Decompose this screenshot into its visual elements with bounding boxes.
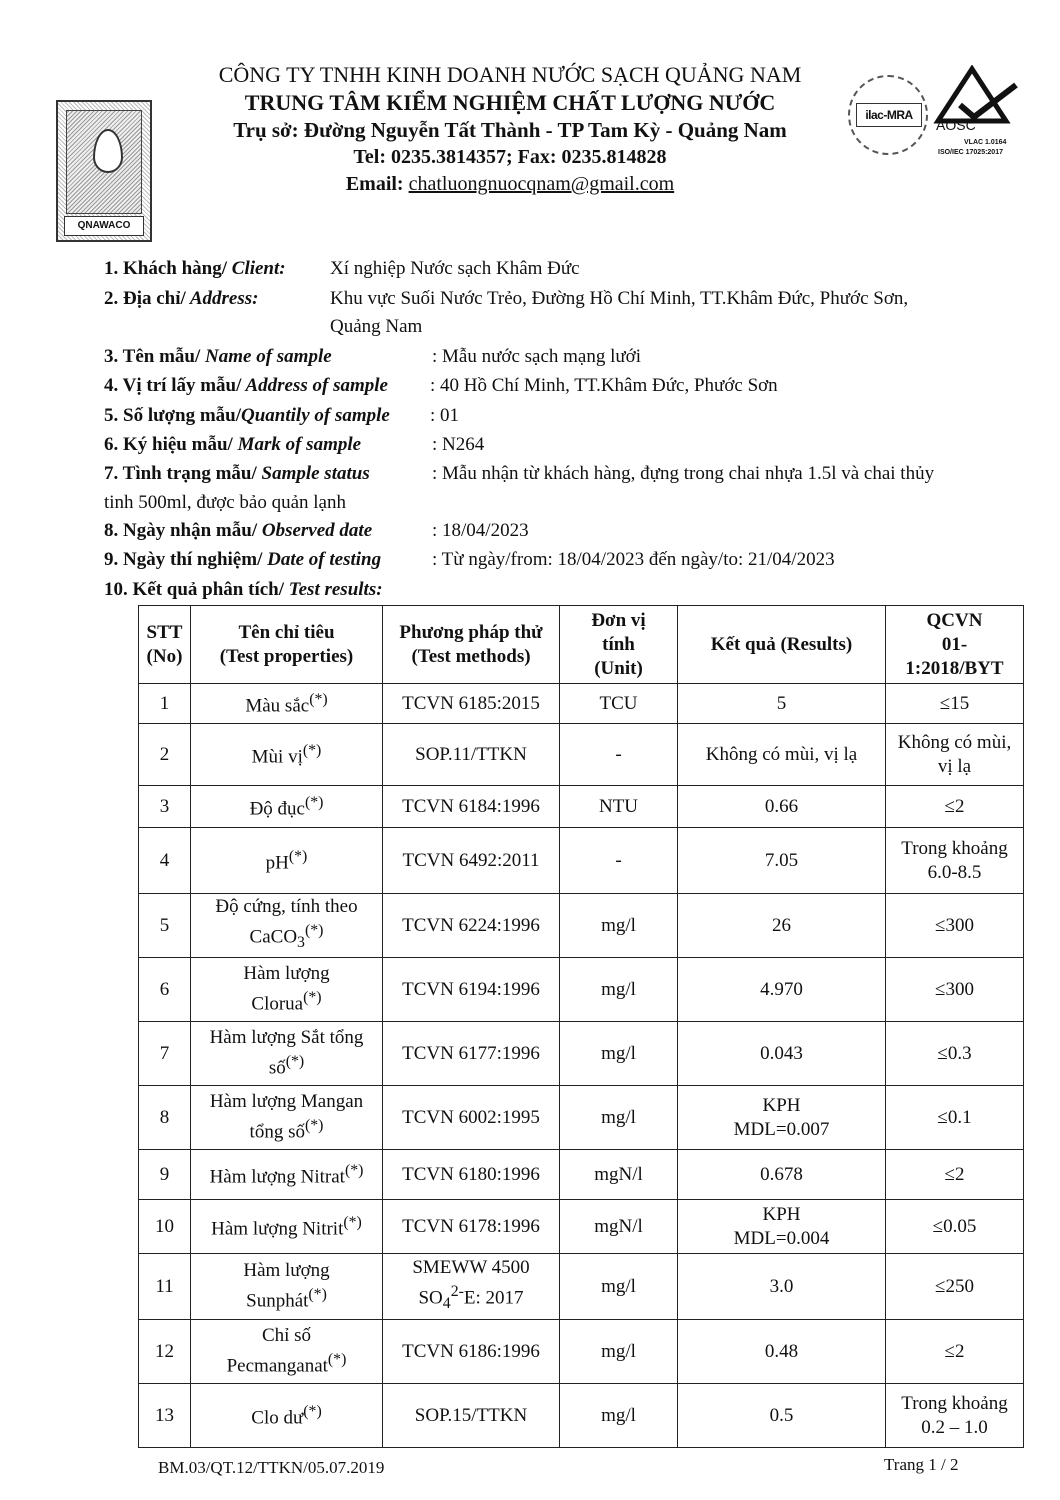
form-code: BM.03/QT.12/TTKN/05.07.2019 — [158, 1458, 385, 1477]
cell-result — [678, 958, 886, 1022]
cell-standard-limit-text: ≤15 — [939, 692, 970, 714]
cell-test-property-text: Clorua(*) — [251, 989, 322, 1015]
cell-test-property-text: Sunphát(*) — [246, 1286, 327, 1312]
cell-result-text: 5 — [776, 692, 787, 714]
cell-result — [678, 1022, 886, 1086]
cell-result — [678, 724, 886, 786]
cell-unit-text: mgN/l — [594, 1215, 643, 1237]
header-stt-line: STT — [146, 621, 183, 643]
cell-no-text: 12 — [155, 1340, 174, 1362]
cell-test-property-text: CaCO$_3$(*) — [249, 922, 324, 952]
cell-test-property — [191, 1384, 383, 1448]
quantity-row — [104, 405, 460, 427]
cell-test-property-text: Hàm lượng Nitrat(*) — [209, 1162, 364, 1188]
cell-unit — [560, 958, 678, 1022]
cell-standard-limit — [886, 958, 1024, 1022]
cell-unit — [560, 1320, 678, 1384]
cell-test-method — [383, 1254, 560, 1320]
cell-test-property-text: Độ đục(*) — [249, 794, 324, 820]
cell-test-property-text: Chỉ số — [261, 1325, 312, 1347]
cell-test-method-text: $SO_4^{2-}E$: 2017 — [418, 1283, 524, 1313]
testing-row — [104, 549, 835, 571]
cell-result-text: 0.043 — [760, 1042, 803, 1064]
cell-unit — [560, 828, 678, 894]
table-row — [139, 684, 1024, 724]
aosc-text: AOSC — [936, 117, 976, 133]
cell-test-property-text: Hàm lượng — [243, 1260, 330, 1282]
results-heading-row — [104, 579, 383, 601]
results-table-head — [139, 606, 1024, 684]
cell-test-property-text: Hàm lượng Mangan — [209, 1091, 364, 1113]
cell-test-method — [383, 1086, 560, 1150]
cell-test-method-text: SMEWW 4500 — [412, 1257, 530, 1279]
email-link[interactable]: chatluongnuocqnam@gmail.com — [408, 173, 675, 195]
results-table — [138, 605, 1024, 1448]
cell-test-property — [191, 1320, 383, 1384]
ilac-mra-text: ilac-MRA — [856, 103, 922, 127]
cell-standard-limit-text: Trong khoảng — [901, 837, 1008, 859]
cell-test-method-text: TCVN 6184:1996 — [402, 795, 540, 817]
cell-standard-limit — [886, 1320, 1024, 1384]
cell-standard-limit — [886, 724, 1024, 786]
header-test-properties-line: Tên chỉ tiêu — [238, 621, 335, 643]
cell-result — [678, 1384, 886, 1448]
cell-test-method-text: TCVN 6224:1996 — [402, 914, 540, 936]
client-row — [104, 258, 580, 280]
header-standard-line: 1:2018/BYT — [905, 657, 1004, 679]
status-label: 7. Tình trạng mẫu/ Sample status — [104, 463, 370, 484]
cell-unit-text: mg/l — [601, 1106, 636, 1128]
testing-value: : Từ ngày/from: 18/04/2023 đến ngày/to: 21/04/2023 — [432, 549, 835, 570]
cell-standard-limit — [886, 1384, 1024, 1448]
cell-unit — [560, 1384, 678, 1448]
sample-location-value: : 40 Hồ Chí Minh, TT.Khâm Đức, Phước Sơn — [430, 375, 778, 396]
mark-value: : N264 — [432, 434, 485, 455]
cell-test-property-text: pH(*) — [265, 848, 308, 874]
cell-no — [139, 1200, 191, 1254]
cell-unit-text: mgN/l — [594, 1163, 643, 1185]
cell-no-text: 11 — [155, 1275, 174, 1297]
header-test-methods — [383, 606, 560, 684]
observed-label: 8. Ngày nhận mẫu/ Observed date — [104, 520, 373, 541]
logo-caption: QNAWACO — [64, 216, 144, 236]
cell-result-text: 0.48 — [764, 1340, 799, 1362]
cell-no — [139, 1384, 191, 1448]
cell-no — [139, 828, 191, 894]
cell-standard-limit-text: vị lạ — [937, 755, 972, 777]
cell-no-text: 9 — [159, 1163, 170, 1185]
cell-no — [139, 1150, 191, 1200]
cell-result-text: Không có mùi, vị lạ — [705, 743, 858, 765]
cell-standard-limit-text: ≤0.3 — [937, 1042, 972, 1064]
cell-standard-limit-text: ≤0.05 — [932, 1215, 977, 1237]
cell-test-property-text: Độ cứng, tính theo — [215, 896, 358, 918]
cell-standard-limit-text: ≤2 — [944, 795, 965, 817]
cell-result — [678, 1320, 886, 1384]
cell-test-property-text: Hàm lượng Nitrit(*) — [211, 1214, 362, 1240]
email-label: Email: — [345, 173, 404, 195]
status-value-line1: : Mẫu nhận từ khách hàng, đựng trong chai nhựa 1.5l và chai thủy — [432, 463, 935, 484]
cell-unit — [560, 724, 678, 786]
cell-unit — [560, 1200, 678, 1254]
cell-result-text: 0.66 — [764, 795, 799, 817]
cell-test-property-text: Mùi vị(*) — [251, 742, 322, 768]
cell-no — [139, 958, 191, 1022]
cell-test-property-text: tổng số(*) — [249, 1117, 324, 1143]
cell-test-method — [383, 684, 560, 724]
aosc-logo — [930, 65, 1020, 165]
cell-test-property — [191, 684, 383, 724]
cell-no — [139, 1086, 191, 1150]
cell-unit-text: mg/l — [601, 1042, 636, 1064]
cell-standard-limit — [886, 1150, 1024, 1200]
cell-result — [678, 1150, 886, 1200]
cell-unit — [560, 1150, 678, 1200]
cell-test-method-text: SOP.15/TTKN — [414, 1404, 528, 1426]
cell-test-property — [191, 1254, 383, 1320]
cell-test-method-text: TCVN 6194:1996 — [402, 978, 540, 1000]
cell-no-text: 3 — [159, 795, 170, 817]
phone-fax: Tel: 0235.3814357; Fax: 0235.814828 — [353, 146, 667, 168]
cell-unit-text: NTU — [598, 795, 639, 817]
cell-test-method-text: TCVN 6492:2011 — [402, 849, 540, 871]
cell-no — [139, 1254, 191, 1320]
mark-row — [104, 434, 485, 456]
cell-unit-text: mg/l — [601, 1340, 636, 1362]
cell-no — [139, 1320, 191, 1384]
table-row — [139, 786, 1024, 828]
observed-row — [104, 520, 529, 542]
header-stt-line: (No) — [146, 645, 183, 667]
address-value-line2: Quảng Nam — [330, 316, 423, 337]
status-value-line2: tinh 500ml, được bảo quản lạnh — [104, 492, 346, 513]
cell-test-property — [191, 828, 383, 894]
cell-no-text: 7 — [159, 1042, 170, 1064]
cell-standard-limit-text: ≤2 — [944, 1163, 965, 1185]
cell-unit-text: TCU — [599, 692, 638, 714]
cell-standard-limit-text: 0.2 – 1.0 — [921, 1416, 988, 1438]
cell-standard-limit-text: ≤0.1 — [937, 1106, 972, 1128]
cell-result-text: KPH — [762, 1203, 801, 1225]
cell-standard-limit-text: Không có mùi, — [897, 731, 1012, 753]
header-test-methods-line: (Test methods) — [411, 645, 531, 667]
water-drop-icon — [93, 129, 123, 173]
cell-unit-text: - — [615, 849, 622, 871]
results-table-body — [139, 684, 1024, 1448]
table-row — [139, 1086, 1024, 1150]
table-row — [139, 1150, 1024, 1200]
aosc-triangle-icon — [930, 65, 1020, 125]
cell-result — [678, 1086, 886, 1150]
header-test-properties-line: (Test properties) — [219, 645, 354, 667]
cell-result — [678, 786, 886, 828]
cell-standard-limit — [886, 684, 1024, 724]
cell-result-text: 0.678 — [760, 1163, 803, 1185]
cell-unit — [560, 1086, 678, 1150]
cell-no-text: 5 — [159, 914, 170, 936]
header-unit-line: (Unit) — [594, 657, 643, 679]
cell-test-property — [191, 1200, 383, 1254]
cell-no-text: 10 — [155, 1215, 174, 1237]
cell-no — [139, 1022, 191, 1086]
cell-standard-limit-text: ≤250 — [935, 1275, 974, 1297]
cell-test-property — [191, 786, 383, 828]
table-row — [139, 1022, 1024, 1086]
vlac-text: VLAC 1.0164 — [964, 139, 1007, 146]
cell-test-method-text: TCVN 6177:1996 — [402, 1042, 540, 1064]
header-row — [139, 606, 1024, 684]
cell-test-method-text: TCVN 6186:1996 — [402, 1340, 540, 1362]
cell-test-method-text: TCVN 6002:1995 — [402, 1106, 540, 1128]
header-unit-line: tính — [602, 633, 635, 655]
header-standard — [886, 606, 1024, 684]
cell-test-property-text: Hàm lượng Sắt tổng — [209, 1027, 364, 1049]
cell-standard-limit — [886, 894, 1024, 958]
header-stt — [139, 606, 191, 684]
sample-name-value: : Mẫu nước sạch mạng lưới — [432, 346, 642, 367]
quantity-value: : 01 — [430, 405, 460, 426]
cell-standard-limit — [886, 1200, 1024, 1254]
client-label: 1. Khách hàng/ Client: — [104, 258, 286, 279]
table-row — [139, 1384, 1024, 1448]
cell-test-method-text: TCVN 6180:1996 — [402, 1163, 540, 1185]
cell-result — [678, 828, 886, 894]
cell-unit-text: mg/l — [601, 914, 636, 936]
cell-standard-limit — [886, 786, 1024, 828]
cell-result-text: KPH — [762, 1094, 801, 1116]
cell-test-property-text: Clo dư(*) — [251, 1403, 322, 1429]
address-row — [104, 288, 909, 337]
cell-test-property — [191, 724, 383, 786]
cell-standard-limit-text: ≤300 — [935, 914, 974, 936]
cell-no-text: 1 — [159, 692, 170, 714]
table-row — [139, 1200, 1024, 1254]
cell-standard-limit — [886, 1086, 1024, 1150]
cell-test-property — [191, 1150, 383, 1200]
header-standard-line: QCVN — [926, 609, 983, 631]
cell-no-text: 13 — [155, 1404, 174, 1426]
cell-no-text: 4 — [159, 849, 170, 871]
cell-test-method — [383, 786, 560, 828]
office-address: Trụ sở: Đường Nguyễn Tất Thành - TP Tam Kỳ - Quảng Nam — [233, 118, 787, 142]
cell-no — [139, 786, 191, 828]
email-line — [160, 173, 860, 196]
cell-standard-limit — [886, 828, 1024, 894]
cell-result — [678, 894, 886, 958]
header-results — [678, 606, 886, 684]
cell-standard-limit — [886, 1254, 1024, 1320]
cell-test-property-text: Pecmanganat(*) — [226, 1351, 347, 1377]
mark-label: 6. Ký hiệu mẫu/ Mark of sample — [104, 434, 362, 455]
center-name: TRUNG TÂM KIỂM NGHIỆM CHẤT LƯỢNG NƯỚC — [244, 90, 776, 115]
sample-location-row — [104, 375, 778, 397]
header-standard-line: 01- — [941, 633, 968, 655]
cell-test-method — [383, 1150, 560, 1200]
cell-result-text: 26 — [772, 914, 791, 936]
cell-unit — [560, 1022, 678, 1086]
cell-no — [139, 684, 191, 724]
cell-standard-limit-text: Trong khoảng — [901, 1392, 1008, 1414]
table-row — [139, 1320, 1024, 1384]
observed-value: : 18/04/2023 — [432, 520, 529, 541]
cell-test-method-text: TCVN 6185:2015 — [402, 692, 540, 714]
cell-result-text: 7.05 — [764, 849, 799, 871]
cell-unit — [560, 684, 678, 724]
cell-test-property — [191, 1086, 383, 1150]
cell-test-method-text: TCVN 6178:1996 — [402, 1215, 540, 1237]
cell-no — [139, 894, 191, 958]
cell-unit-text: mg/l — [601, 978, 636, 1000]
cell-result-text: MDL=0.004 — [733, 1227, 830, 1249]
table-row — [139, 958, 1024, 1022]
ilac-mra-logo — [848, 75, 928, 155]
cell-result — [678, 1254, 886, 1320]
client-value: Xí nghiệp Nước sạch Khâm Đức — [330, 258, 580, 279]
qnawaco-logo — [56, 100, 152, 242]
cell-test-method — [383, 958, 560, 1022]
cell-result-text: 4.970 — [760, 978, 803, 1000]
header-results-line: Kết quả (Results) — [710, 633, 853, 655]
cell-unit-text: mg/l — [601, 1275, 636, 1297]
table-row — [139, 724, 1024, 786]
status-row — [104, 463, 935, 513]
cell-standard-limit — [886, 1022, 1024, 1086]
results-heading: 10. Kết quả phân tích/ Test results: — [104, 579, 383, 600]
cell-test-method — [383, 1200, 560, 1254]
cell-test-property — [191, 958, 383, 1022]
address-value-line1: Khu vực Suối Nước Trẻo, Đường Hồ Chí Minh, TT.Khâm Đức, Phước Sơn, — [330, 288, 909, 309]
cell-test-property — [191, 1022, 383, 1086]
cell-unit — [560, 786, 678, 828]
header-unit-line: Đơn vị — [591, 609, 646, 631]
cell-standard-limit-text: ≤300 — [935, 978, 974, 1000]
logo-emblem — [66, 110, 142, 214]
cell-standard-limit-text: 6.0-8.5 — [927, 861, 982, 883]
cell-result-text: 3.0 — [769, 1275, 794, 1297]
cell-no-text: 2 — [159, 743, 170, 765]
cell-test-property — [191, 894, 383, 958]
cell-test-method — [383, 894, 560, 958]
cell-standard-limit-text: ≤2 — [944, 1340, 965, 1362]
cell-test-property-text: Hàm lượng — [243, 963, 330, 985]
testing-label: 9. Ngày thí nghiệm/ Date of testing — [104, 549, 382, 570]
company-name: CÔNG TY TNHH KINH DOANH NƯỚC SẠCH QUẢNG NAM — [218, 62, 802, 87]
cell-test-method — [383, 1384, 560, 1448]
page-number: Trang 1 / 2 — [884, 1455, 959, 1474]
header-test-properties — [191, 606, 383, 684]
cell-test-method-text: SOP.11/TTKN — [415, 743, 527, 765]
table-row — [139, 1254, 1024, 1320]
cell-unit-text: mg/l — [601, 1404, 636, 1426]
header-unit — [560, 606, 678, 684]
sample-name-row — [104, 346, 642, 368]
cell-test-method — [383, 1022, 560, 1086]
cell-unit — [560, 1254, 678, 1320]
cell-result — [678, 1200, 886, 1254]
cell-no-text: 8 — [159, 1106, 170, 1128]
cell-result-text: MDL=0.007 — [733, 1118, 830, 1140]
sample-name-label: 3. Tên mẫu/ Name of sample — [104, 346, 332, 367]
cell-test-method — [383, 1320, 560, 1384]
cell-unit-text: - — [615, 743, 622, 765]
sample-location-label: 4. Vị trí lấy mẫu/ Address of sample — [104, 375, 388, 396]
cell-test-method — [383, 724, 560, 786]
table-row — [139, 828, 1024, 894]
cell-no — [139, 724, 191, 786]
cell-test-method — [383, 828, 560, 894]
cell-test-property-text: số(*) — [268, 1053, 305, 1079]
address-label: 2. Địa chỉ/ Address: — [104, 288, 259, 309]
iso-text: ISO/IEC 17025:2017 — [938, 149, 1003, 156]
cell-no-text: 6 — [159, 978, 170, 1000]
quantity-label: 5. Số lượng mẫu/Quantily of sample — [104, 405, 390, 426]
cell-result — [678, 684, 886, 724]
header-test-methods-line: Phương pháp thử — [399, 621, 543, 643]
cell-test-property-text: Màu sắc(*) — [245, 691, 328, 717]
cell-unit — [560, 894, 678, 958]
table-row — [139, 894, 1024, 958]
cell-result-text: 0.5 — [769, 1404, 794, 1426]
